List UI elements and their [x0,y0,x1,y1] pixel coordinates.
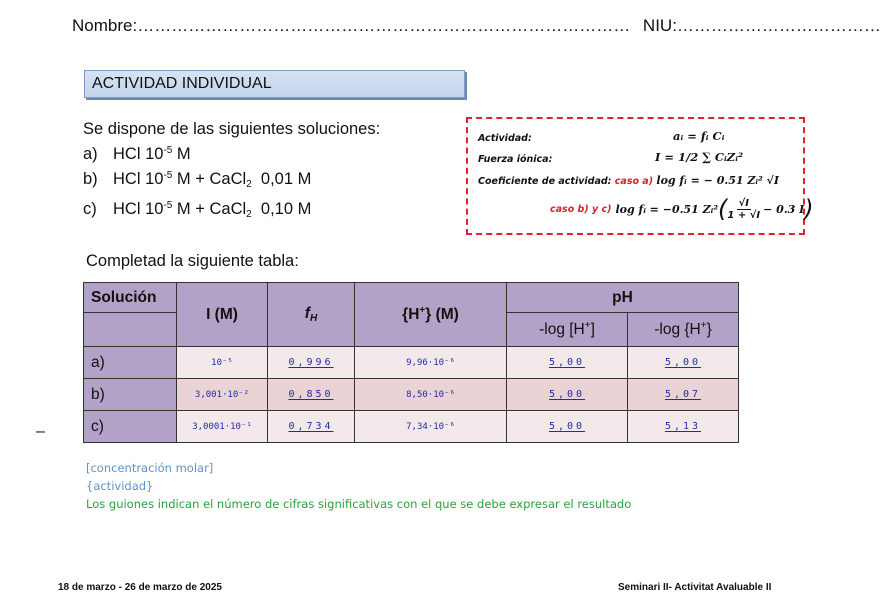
results-table [83,282,739,443]
coef-label: Coeficiente de actividad: [478,176,612,187]
fuerza-label: Fuerza iónica: [478,154,553,165]
formula-box [466,117,814,235]
caso-bc-formula-right: − 0.3 I [763,202,805,216]
solution-sub: 2 [246,209,252,220]
solution-exp: -5 [163,145,173,156]
solution-label: a) [83,145,98,163]
header-f-sub: H [309,313,318,324]
cell-log-act[interactable] [628,347,739,379]
header-empty [84,313,177,347]
footer-date: 18 de marzo - 26 de marzo de 2025 [58,582,222,593]
table-intro: Completad la siguiente tabla: [86,252,299,270]
table-row [84,347,739,379]
table-row [84,411,739,443]
header-log-conc-text: -log [H [539,321,585,338]
header-log-conc-sup: + [584,320,591,331]
solution-a [83,140,380,165]
cell-log-act-value: 5,00 [664,357,702,368]
fraction-denominator: 1 + √I [727,209,761,221]
solution-c [83,195,380,225]
row-label: b) [84,379,177,411]
cell-f[interactable] [268,379,355,411]
cell-i[interactable]: 10⁻⁵ [177,347,268,379]
cell-h[interactable]: 8,50·10⁻⁶ [355,379,507,411]
solution-tail: 0,10 M [251,200,312,218]
activity-title: ACTIVIDAD INDIVIDUAL [92,75,272,92]
cell-log-conc[interactable] [507,347,628,379]
close-paren: ) [804,195,814,223]
header-log-act [628,313,739,347]
header-log-act-text: -log {H [654,321,701,338]
caso-bc-formula-left: log fᵢ = −0.51 Zᵢ² [615,202,719,216]
row-label: c) [84,411,177,443]
table-header-row-1 [84,283,739,313]
footer-course: Seminari II- Activitat Avaluable II [618,582,772,593]
cell-log-act[interactable] [628,379,739,411]
open-paren: ( [718,195,728,223]
header-log-conc [507,313,628,347]
solution-exp: -5 [163,200,173,211]
nombre-label: Nombre: [72,16,138,35]
caso-a-label: caso a) [614,176,654,187]
fuerza-formula: I = 1/2 ∑ CᵢZᵢ² [655,150,743,164]
cell-log-act-value: 5,07 [664,389,702,400]
cell-log-conc[interactable] [507,379,628,411]
cell-f[interactable] [268,347,355,379]
cell-i[interactable]: 3,0001·10⁻¹ [177,411,268,443]
header-f-text: f [304,305,310,322]
note-actividad: {actividad} [86,479,154,493]
solution-text: HCl 10 [113,170,164,188]
notes [86,459,631,513]
header-f [268,283,355,347]
header-solucion: Solución [84,283,177,313]
header-h-text: {H [402,306,420,323]
header-log-conc-tail: ] [590,321,595,338]
caso-a-formula: log fᵢ = − 0.51 Zᵢ² √I [656,174,780,187]
name-line [72,16,881,36]
solutions-list [83,119,380,225]
solution-tail: 0,01 M [251,170,312,188]
solution-sub: 2 [246,179,252,190]
cell-log-conc-value: 5,00 [548,389,586,400]
solution-rest: M + CaCl [172,170,247,188]
solution-label: c) [83,200,97,218]
cell-f-value: 0,996 [288,357,334,368]
fraction [727,198,760,221]
header-h-tail: } (M) [425,306,459,323]
actividad-formula: aᵢ = fᵢ Cᵢ [673,129,725,143]
cell-h[interactable]: 7,34·10⁻⁶ [355,411,507,443]
cell-log-conc-value: 5,00 [548,421,586,432]
cell-log-act[interactable] [628,411,739,443]
caso-bc-row [550,195,814,223]
cell-h[interactable]: 9,96·10⁻⁶ [355,347,507,379]
cell-f-value: 0,850 [288,389,334,400]
solution-rest: M [172,145,191,163]
header-h [355,283,507,347]
header-log-act-sup: + [700,320,707,331]
cell-i[interactable]: 3,001·10⁻² [177,379,268,411]
note-guiones: Los guiones indican el número de cifras significativas con el que se debe expresar el resultado [86,497,632,511]
solution-text: HCl 10 [113,145,164,163]
solutions-intro: Se dispone de las siguientes soluciones: [83,120,381,138]
niu-label: NIU: [642,16,677,35]
header-ph: pH [507,283,739,313]
niu-field[interactable]: ……………………………… [676,16,881,35]
cell-f-value: 0,734 [288,421,334,432]
cell-f[interactable] [268,411,355,443]
row-label: a) [84,347,177,379]
cell-log-act-value: 5,13 [664,421,702,432]
actividad-label: Actividad: [478,133,532,144]
nombre-field[interactable]: …………………………………………………………………………… [137,16,631,35]
activity-title-box [84,70,465,98]
table-row [84,379,739,411]
solution-label: b) [83,170,98,188]
solution-rest: M + CaCl [172,200,247,218]
cell-log-conc-value: 5,00 [548,357,586,368]
header-h-sup: + [419,305,426,316]
fraction-numerator: √I [738,197,749,209]
cell-log-conc[interactable] [507,411,628,443]
note-concentracion: [concentración molar] [86,461,214,475]
margin-dash: – [36,423,45,440]
header-log-act-tail: } [706,321,712,338]
solution-b [83,165,380,195]
header-i: I (M) [177,283,268,347]
coef-row [478,174,779,187]
solution-exp: -5 [163,170,173,181]
caso-bc-label: caso b) y c) [550,203,612,215]
solution-text: HCl 10 [113,200,164,218]
